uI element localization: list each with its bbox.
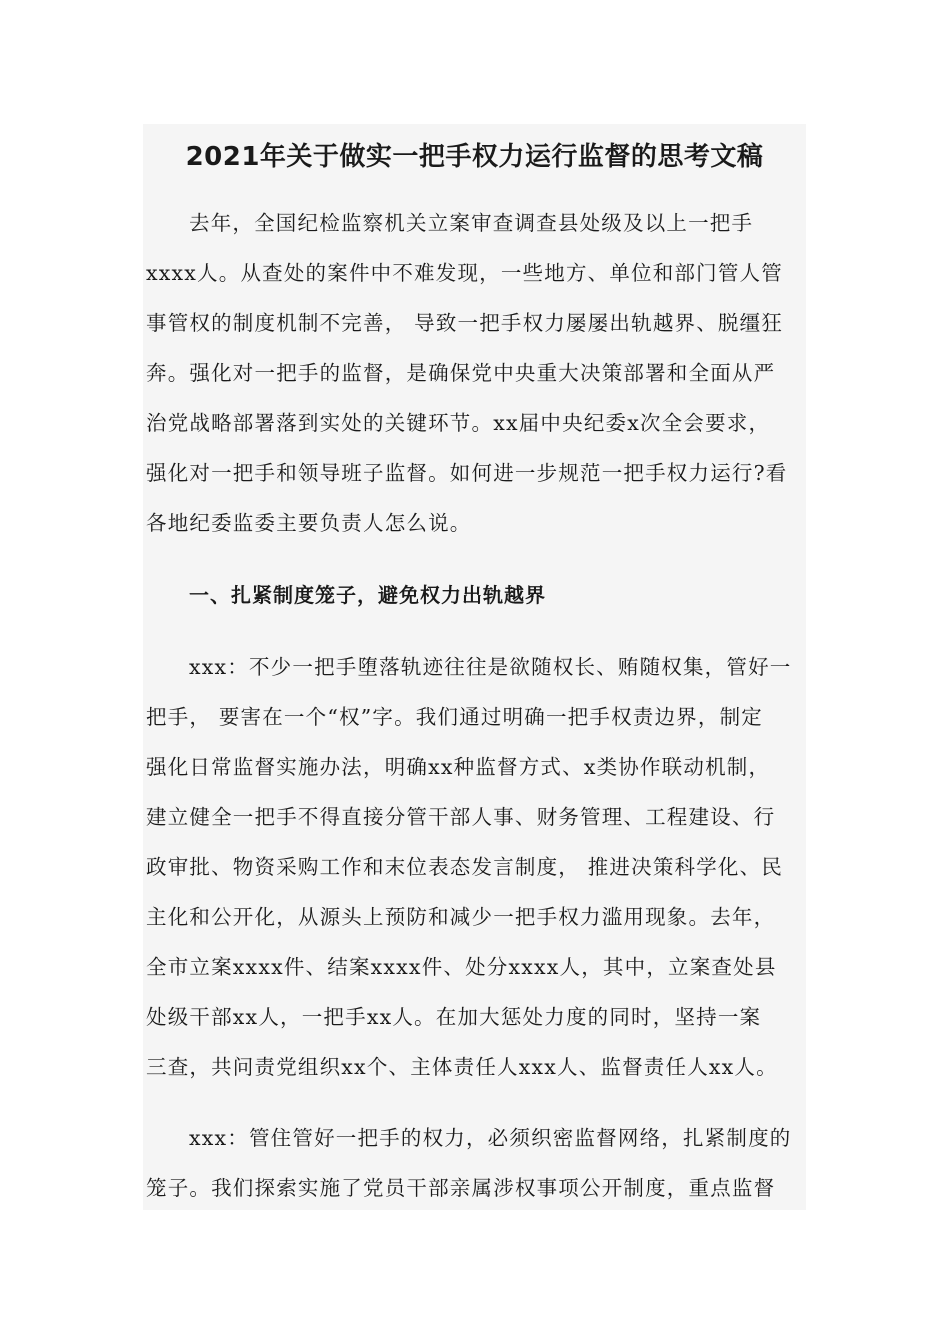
paragraph-line: 笼子。我们探索实施了党员干部亲属涉权事项公开制度，重点监督: [146, 1176, 776, 1200]
paragraph-line: 全市立案xxxx件、结案xxxx件、处分xxxx人，其中，立案查处县: [146, 955, 777, 979]
paragraph-line: 把手， 要害在一个“权”字。我们通过明确一把手权责边界，制定: [146, 705, 763, 729]
paragraph-line: xxx：不少一把手堕落轨迹往往是欲随权长、贿随权集，管好一: [189, 655, 792, 679]
paragraph-line: 去年，全国纪检监察机关立案审查调查县处级及以上一把手: [189, 211, 754, 235]
paragraph-line: xxx：管住管好一把手的权力，必须织密监督网络，扎紧制度的: [189, 1126, 792, 1150]
document-title: 2021年关于做实一把手权力运行监督的思考文稿: [185, 142, 764, 172]
paragraph-line: 主化和公开化，从源头上预防和减少一把手权力滥用现象。去年，: [146, 905, 776, 929]
paragraph-line: 事管权的制度机制不完善， 导致一把手权力屡屡出轨越界、脱缰狂: [146, 311, 784, 335]
paragraph-line: xxxx人。从查处的案件中不难发现，一些地方、单位和部门管人管: [146, 261, 783, 285]
document-page: [143, 124, 806, 1210]
section-heading: 一、扎紧制度笼子，避免权力出轨越界: [189, 583, 546, 607]
paragraph-line: 政审批、物资采购工作和末位表态发言制度， 推进决策科学化、民: [146, 855, 784, 879]
paragraph-line: 强化对一把手和领导班子监督。如何进一步规范一把手权力运行?看: [146, 461, 788, 485]
paragraph-line: 处级干部xx人，一把手xx人。在加大惩处力度的同时，坚持一案: [146, 1005, 762, 1029]
paragraph-line: 建立健全一把手不得直接分管干部人事、财务管理、工程建设、行: [146, 805, 776, 829]
paragraph-line: 强化日常监督实施办法，明确xx种监督方式、x类协作联动机制，: [146, 755, 771, 779]
paragraph-line: 三查，共问责党组织xx个、主体责任人xxx人、监督责任人xx人。: [146, 1055, 778, 1079]
paragraph-line: 奔。强化对一把手的监督，是确保党中央重大决策部署和全面从严: [146, 361, 776, 385]
paragraph-line: 治党战略部署落到实处的关键环节。xx届中央纪委x次全会要求，: [146, 411, 771, 435]
paragraph-line: 各地纪委监委主要负责人怎么说。: [146, 511, 472, 535]
